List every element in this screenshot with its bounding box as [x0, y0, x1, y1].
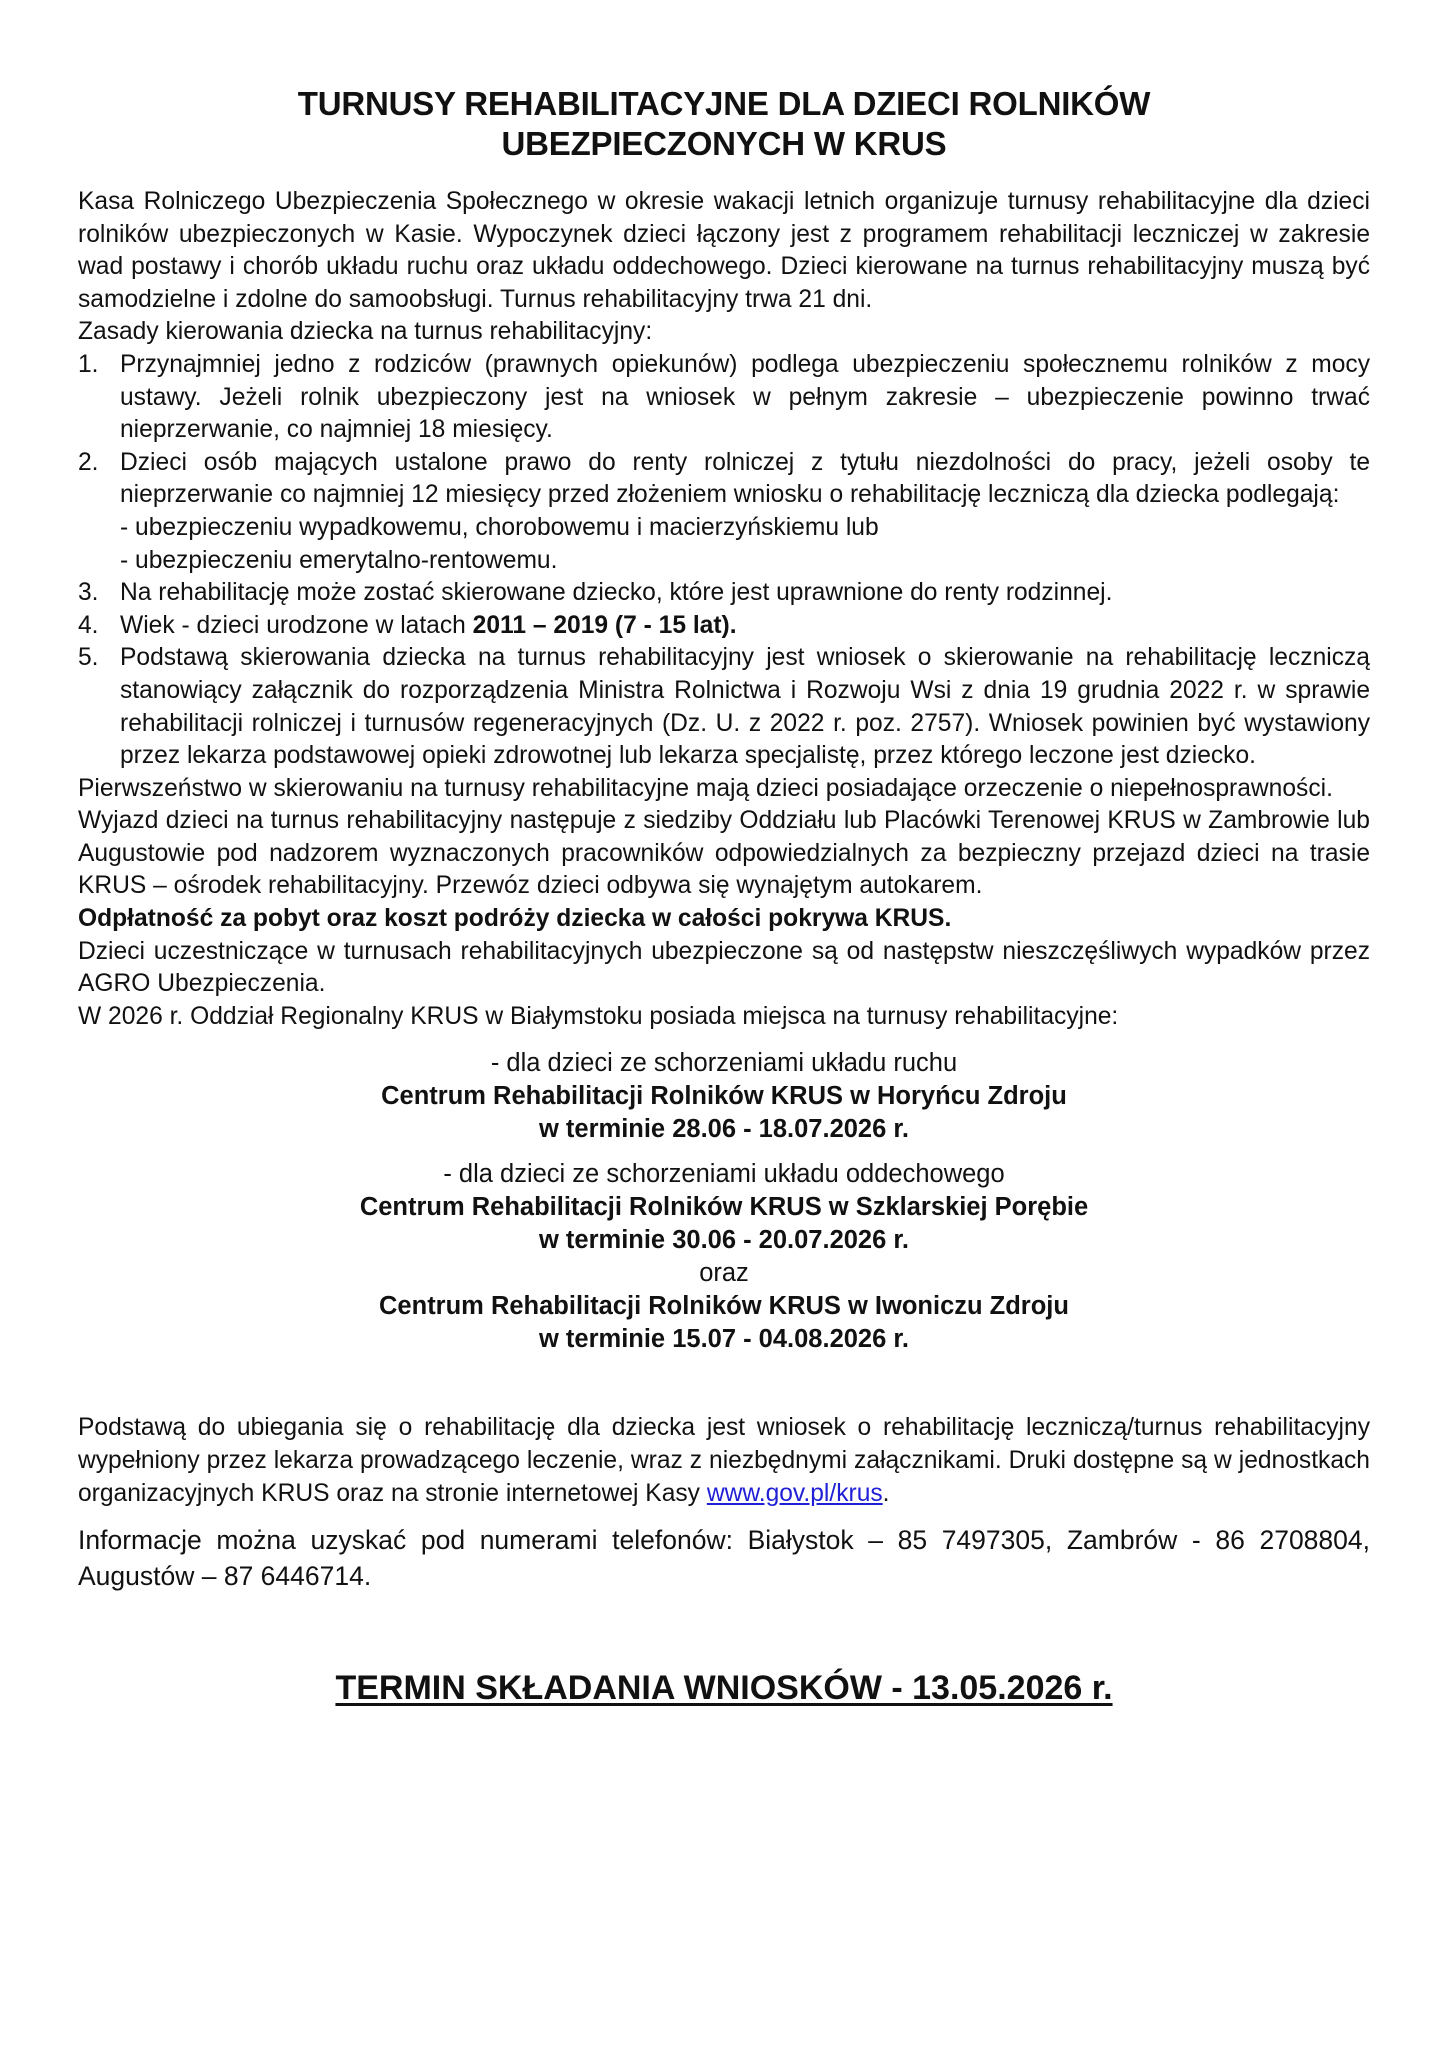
- center-dates: w terminie 30.06 - 20.07.2026 r.: [539, 1226, 909, 1255]
- rules-list: [78, 349, 1370, 773]
- departure-paragraph: Wyjazd dzieci na turnus rehabilitacyjny następuje z siedziby Oddziału lub Placówki Terenowej KRUS w Zambrowie lub Augustowie pod nadzorem wyznaczonych pracowników odpowiedzialnych za bezpieczny przejazd dzieci na trasie KRUS – ośrodek rehabilitacyjny. Przewóz dzieci odbywa się wynajętym autokarem.: [78, 807, 1370, 900]
- rule-item-1: [78, 349, 1370, 447]
- center-group-movement: [78, 1047, 1370, 1146]
- center-group-respiratory: [78, 1158, 1370, 1356]
- center-dates: w terminie 28.06 - 18.07.2026 r.: [539, 1115, 909, 1144]
- rule-sub-item: - ubezpieczeniu emerytalno-rentowemu.: [120, 546, 558, 574]
- title-line-2: UBEZPIECZONYCH W KRUS: [501, 125, 947, 162]
- insurance-paragraph: Dzieci uczestniczące w turnusach rehabilitacyjnych ubezpieczone są od następstw nieszczęśliwych wypadków przez AGRO Ubezpieczenia.: [78, 937, 1370, 998]
- rule-number: 2.: [78, 448, 99, 476]
- link-suffix: .: [882, 1479, 890, 1507]
- rule-text: Podstawą skierowania dziecka na turnus rehabilitacyjny jest wniosek o skierowanie na rehabilitację leczniczą stanowiący załącznik do rozporządzenia Ministra Rolnictwa i Rozwoju Wsi z dnia 19 grudnia 2022 r. w sprawie rehabilitacji rolniczej i turnusów regeneracyjnych (Dz. U. z 2022 r. poz. 2757). Wniosek powinien być wystawiony przez lekarza podstawowej opieki zdrowotnej lub lekarza specjalistę, przez którego leczone jest dziecko.: [120, 644, 1370, 770]
- spacer: [78, 1368, 1370, 1412]
- group-label: - dla dzieci ze schorzeniami układu oddechowego: [443, 1160, 1005, 1189]
- payment-paragraph: Odpłatność za pobyt oraz koszt podróży dziecka w całości pokrywa KRUS.: [78, 905, 952, 933]
- rule-sub-item: - ubezpieczeniu wypadkowemu, chorobowemu i macierzyńskiemu lub: [120, 513, 879, 541]
- rule-number: 3.: [78, 579, 99, 607]
- deadline-heading: TERMIN SKŁADANIA WNIOSKÓW - 13.05.2026 r.: [335, 1669, 1113, 1708]
- document-title: [78, 84, 1370, 164]
- rule-text: Wiek - dzieci urodzone w latach: [120, 611, 473, 639]
- website-link[interactable]: www.gov.pl/krus: [706, 1479, 883, 1507]
- rule-text: Dzieci osób mających ustalone prawo do renty rolniczej z tytułu niezdolności do pracy, jeżeli osoby te nieprzerwanie co najmniej 12 miesięcy przed złożeniem wniosku o rehabilitację leczniczą dla dziecka podlegają:: [120, 448, 1370, 509]
- rule-item-2: [78, 447, 1370, 577]
- rule-item-4: [78, 610, 1370, 643]
- document-page: [78, 84, 1370, 1708]
- center-name: Centrum Rehabilitacji Rolników KRUS w Iwoniczu Zdroju: [379, 1292, 1069, 1321]
- title-line-1: TURNUSY REHABILITACYJNE DLA DZIECI ROLNIKÓW: [297, 85, 1151, 122]
- rule-number: 4.: [78, 611, 99, 639]
- contact-paragraph: Informacje można uzyskać pod numerami telefonów: Białystok – 85 7497305, Zambrów - 86 2708804, Augustów – 87 6446714.: [78, 1525, 1370, 1592]
- priority-paragraph: Pierwszeństwo w skierowaniu na turnusy rehabilitacyjne mają dzieci posiadające orzeczenie o niepełnosprawności.: [78, 774, 1333, 802]
- rule-item-5: [78, 642, 1370, 772]
- intro-paragraph: Kasa Rolniczego Ubezpieczenia Społecznego w okresie wakacji letnich organizuje turnusy rehabilitacyjne dla dzieci rolników ubezpieczonych w Kasie. Wypoczynek dzieci łączony jest z programem rehabilitacji leczniczej w zakresie wad postawy i chorób układu ruchu oraz układu oddechowego. Dzieci kierowane na turnus rehabilitacyjny muszą być samodzielne i zdolne do samoobsługi. Turnus rehabilitacyjny trwa 21 dni.: [78, 188, 1370, 313]
- center-name: Centrum Rehabilitacji Rolników KRUS w Horyńcu Zdroju: [381, 1082, 1067, 1111]
- rules-heading: Zasady kierowania dziecka na turnus rehabilitacyjny:: [78, 318, 653, 346]
- group-label: - dla dzieci ze schorzeniami układu ruchu: [490, 1049, 958, 1078]
- conjunction: oraz: [699, 1259, 749, 1288]
- center-name: Centrum Rehabilitacji Rolników KRUS w Szklarskiej Porębie: [359, 1193, 1089, 1222]
- rule-number: 5.: [78, 644, 99, 672]
- age-range: 2011 – 2019 (7 - 15 lat).: [472, 611, 737, 639]
- application-text: Podstawą do ubiegania się o rehabilitację dla dziecka jest wniosek o rehabilitację leczniczą/turnus rehabilitacyjny wypełniony przez lekarza prowadzącego leczenie, wraz z niezbędnymi załącznikami. Druki dostępne są w jednostkach organizacyjnych KRUS oraz na stronie internetowej Kasy: [78, 1414, 1370, 1507]
- rule-text: Przynajmniej jedno z rodziców (prawnych opiekunów) podlega ubezpieczeniu społecznemu rolników z mocy ustawy. Jeżeli rolnik ubezpieczony jest na wniosek w pełnym zakresie – ubezpieczenie powinno trwać nieprzerwanie, co najmniej 18 miesięcy.: [120, 350, 1370, 444]
- center-dates: w terminie 15.07 - 04.08.2026 r.: [539, 1325, 909, 1354]
- rule-text: Na rehabilitację może zostać skierowane dziecko, które jest uprawnione do renty rodzinnej.: [120, 579, 1113, 607]
- places-intro: W 2026 r. Oddział Regionalny KRUS w Białymstoku posiada miejsca na turnusy rehabilitacyjne:: [78, 1002, 1119, 1030]
- application-paragraph: [78, 1412, 1370, 1510]
- rule-number: 1.: [78, 350, 99, 378]
- rule-item-3: [78, 577, 1370, 610]
- centers-list: [78, 1047, 1370, 1356]
